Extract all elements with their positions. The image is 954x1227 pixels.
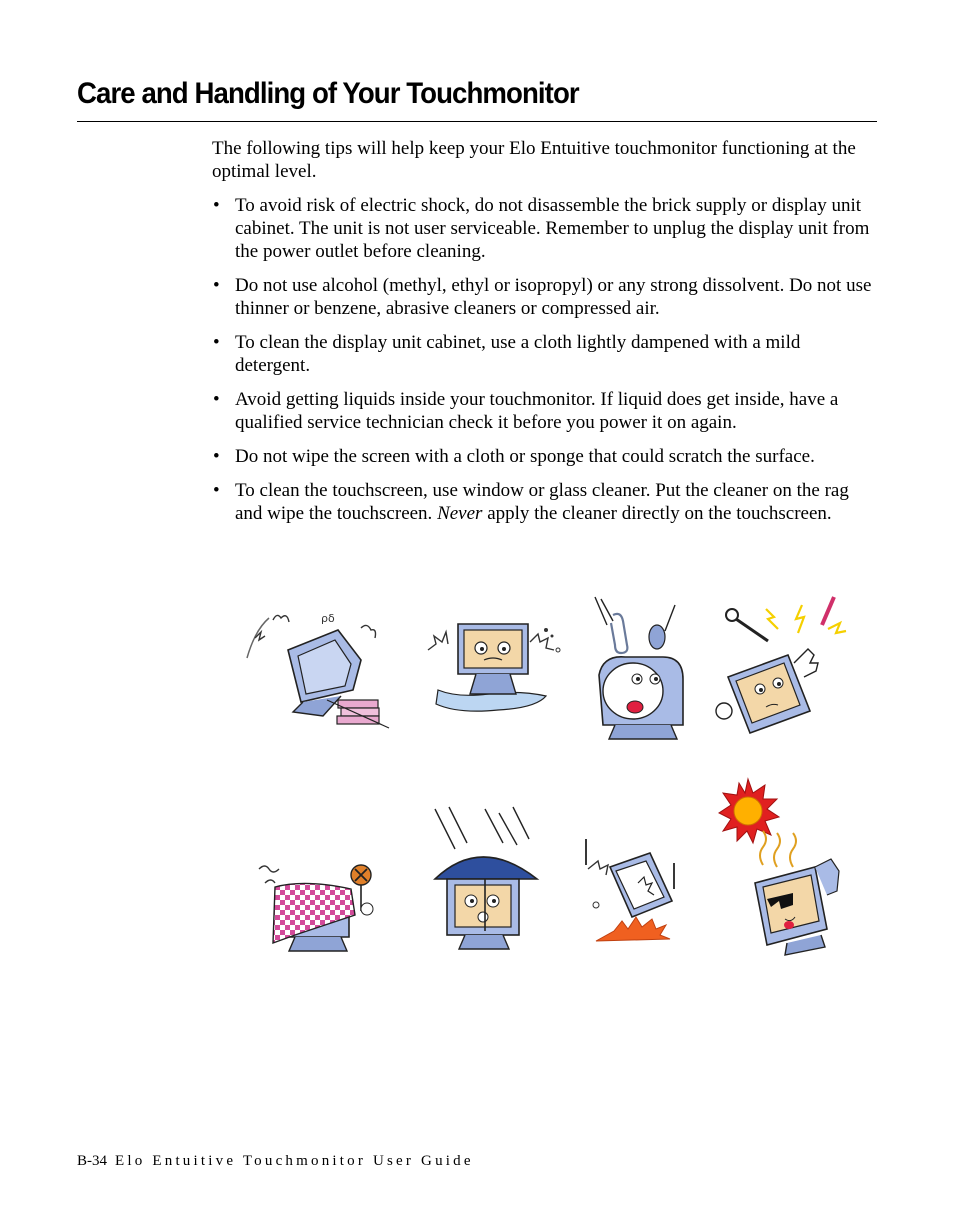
page-title: Care and Handling of Your Touchmonitor bbox=[77, 77, 579, 110]
guide-title: Elo Entuitive Touchmonitor User Guide bbox=[115, 1153, 474, 1169]
monitor-tools-spark-icon bbox=[710, 593, 850, 738]
wrench bbox=[736, 619, 768, 641]
spark bbox=[766, 609, 778, 629]
screwdriver bbox=[822, 597, 834, 625]
coin bbox=[649, 625, 665, 649]
page-footer bbox=[77, 1153, 474, 1170]
tip-item: • To clean the display unit cabinet, use a cloth lightly dampened with a mild detergent. bbox=[212, 331, 877, 377]
tips-list bbox=[212, 194, 877, 525]
tip-emphasis: Never bbox=[437, 503, 483, 524]
monitor-sun-heat-icon bbox=[715, 775, 850, 960]
tip-text: To clean the touchscreen, use window or glass cleaner. Put the cleaner on the rag and wipe the touchscreen. bbox=[235, 480, 849, 524]
monitor-screen bbox=[464, 630, 522, 668]
tip-text: apply the cleaner directly on the touchscreen. bbox=[482, 503, 832, 524]
monitor-in-water-icon bbox=[418, 610, 568, 725]
tip-item: • Do not wipe the screen with a cloth or sponge that could scratch the surface. bbox=[212, 445, 877, 468]
monitor-falling-objects-icon bbox=[585, 595, 695, 745]
monitor-covered-cloth-icon bbox=[255, 855, 385, 955]
monitor-dropped-icon bbox=[580, 835, 690, 950]
page-number: B-34 bbox=[77, 1153, 107, 1169]
monitor-umbrella-rain-icon bbox=[425, 805, 545, 955]
umbrella bbox=[435, 857, 537, 879]
monitor-with-books-icon bbox=[243, 600, 393, 735]
svg-text:ρδ: ρδ bbox=[321, 612, 335, 625]
title-rule bbox=[77, 121, 877, 122]
tip-item: • To avoid risk of electric shock, do not disassemble the brick supply or display unit cabinet. The unit is not user serviceable. Remember to unplug the display unit from the power outlet before cleaning. bbox=[212, 194, 877, 263]
tip-item: • Do not use alcohol (methyl, ethyl or isopropyl) or any strong dissolvent. Do not use thinner or benzene, abrasive cleaners or compressed air. bbox=[212, 274, 877, 320]
impact-burst bbox=[596, 917, 670, 941]
intro-paragraph: The following tips will help keep your Elo Entuitive touchmonitor functioning at the optimal level. bbox=[212, 138, 856, 182]
spark bbox=[796, 605, 804, 633]
body-text bbox=[212, 137, 877, 536]
tip-item-last bbox=[212, 479, 877, 525]
spark bbox=[828, 623, 846, 633]
book bbox=[338, 700, 378, 708]
paperclip bbox=[611, 614, 627, 653]
tip-item: • Avoid getting liquids inside your touchmonitor. If liquid does get inside, have a qualified service technician check it before you power it on again. bbox=[212, 388, 877, 434]
